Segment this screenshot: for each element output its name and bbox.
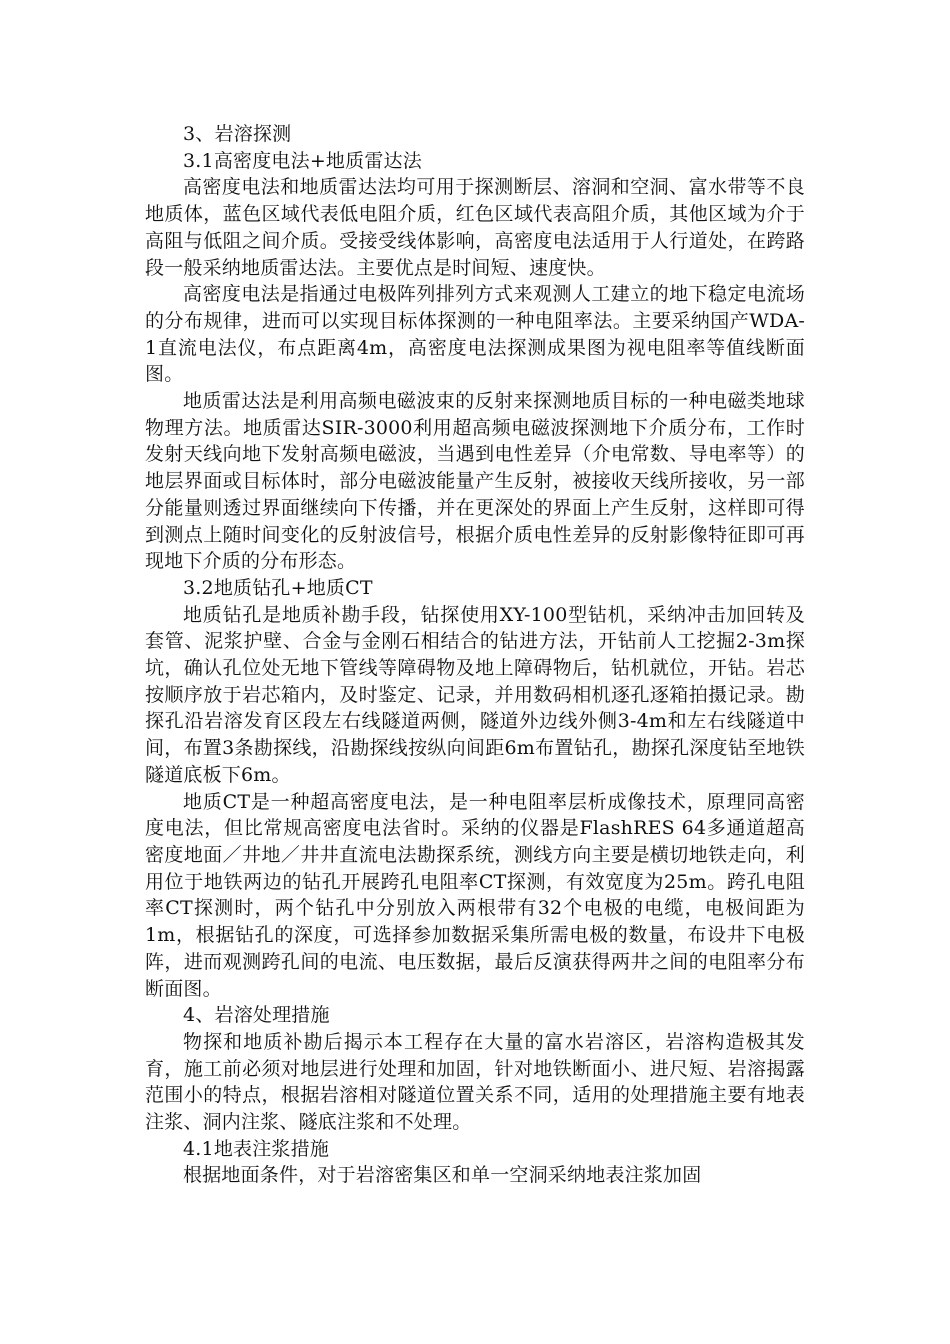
- paragraph-surface-grouting: 根据地面条件，对于岩溶密集区和单一空洞采纳地表注浆加固: [183, 1164, 702, 1187]
- section-heading-4: 4、岩溶处理措施: [183, 1004, 330, 1027]
- paragraph-geological-drilling: 地质钻孔是地质补勘手段，钻探使用XY-100型钻机，采纳冲击加回转及套管、泥浆护壁、合金与金刚石相结合的钻进方法，开钻前人工挖掘2-3m探坑，确认孔位处无地下管线等障碍物及地上障碍物后，钻机就位，开钻。岩芯按顺序放于岩芯箱内，及时鉴定、记录，并用数码相机逐孔逐箱拍摄记录。勘探孔沿岩溶发育区段左右线隧道两侧，隧道外边线外侧3-4m和左右线隧道中间，布置3条勘探线，沿勘探线按纵向间距6m布置钻孔，勘探孔深度钻至地铁隧道底板下6m。: [145, 603, 805, 786]
- paragraph-ground-radar: 地质雷达法是利用高频电磁波束的反射来探测地质目标的一种电磁类地球物理方法。地质雷达SIR-3000利用超高频电磁波探测地下介质分布，工作时发射天线向地下发射高频电磁波，当遇到电性差异（介电常数、导电率等）的地层界面或目标体时，部分电磁波能量产生反射，被接收天线所接收，另一部分能量则透过界面继续向下传播，并在更深处的界面上产生反射，这样即可得到测点上随时间变化的反射波信号，根据介质电性差异的反射影像特征即可再现地下介质的分布形态。: [145, 390, 805, 573]
- subsection-heading-3-1: 3.1高密度电法+地质雷达法: [183, 149, 422, 172]
- subsection-heading-3-2: 3.2地质钻孔+地质CT: [183, 576, 373, 599]
- paragraph-geological-ct: 地质CT是一种超高密度电法，是一种电阻率层析成像技术，原理同高密度电法，但比常规高密度电法省时。采纳的仪器是FlashRES 64多通道超高密度地面／井地／井井直流电法勘探系统，测线方向主要是横切地铁走向，利用位于地铁两边的钻孔开展跨孔电阻率CT探测，有效宽度为25m。跨孔电阻率CT探测时，两个钻孔中分别放入两根带有32个电极的电缆，电极间距为1m，根据钻孔的深度，可选择参加数据采集所需电极的数量，布设井下电极阵，进而观测跨孔间的电流、电压数据，最后反演获得两井之间的电阻率分布断面图。: [145, 790, 805, 1000]
- paragraph-treatment-overview: 物探和地质补勘后揭示本工程存在大量的富水岩溶区，岩溶构造极其发育，施工前必须对地层进行处理和加固，针对地铁断面小、进尺短、岩溶揭露范围小的特点，根据岩溶相对隧道位置关系不同，适用的处理措施主要有地表注浆、洞内注浆、隧底注浆和不处理。: [145, 1030, 805, 1134]
- subsection-heading-4-1: 4.1地表注浆措施: [183, 1137, 330, 1160]
- paragraph-high-density-method: 高密度电法是指通过电极阵列排列方式来观测人工建立的地下稳定电流场的分布规律，进而可以实现目标体探测的一种电阻率法。主要采纳国产WDA-1直流电法仪，布点距离4m，高密度电法探测成果图为视电阻率等值线断面图。: [145, 283, 805, 386]
- section-heading-3: 3、岩溶探测: [183, 123, 292, 145]
- paragraph-3-1-intro: 高密度电法和地质雷达法均可用于探测断层、溶洞和空洞、富水带等不良地质体，蓝色区域代表低电阻介质，红色区域代表高阻介质，其他区域为介于高阻与低阻之间介质。受接受线体影响，高密度电法适用于人行道处，在跨路段一般采纳地质雷达法。主要优点是时间短、速度快。: [145, 176, 805, 279]
- document-page: [145, 121, 805, 1189]
